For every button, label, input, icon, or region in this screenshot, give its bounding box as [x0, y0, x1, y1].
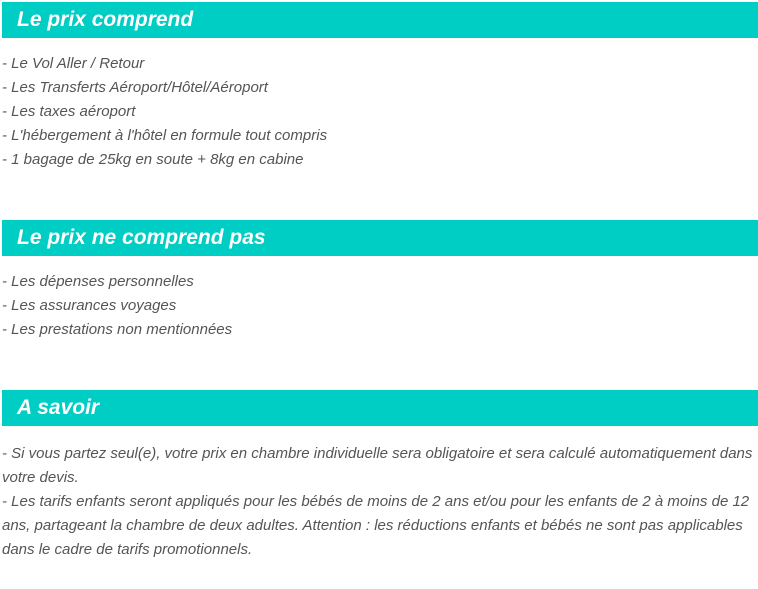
price-excludes-list	[0, 270, 758, 342]
list-item: - Si vous partez seul(e), votre prix en chambre individuelle sera obligatoire et sera calculé automatiquement dans votre devis.	[2, 445, 753, 486]
list-item: - Les Transferts Aéroport/Hôtel/Aéroport	[2, 79, 268, 96]
section-header-price-includes: Le prix comprend	[2, 2, 758, 38]
list-item: - Les assurances voyages	[2, 297, 177, 314]
section-header-price-excludes: Le prix ne comprend pas	[2, 220, 758, 256]
list-item: - Les tarifs enfants seront appliqués pour les bébés de moins de 2 ans et/ou pour les enfants de 2 à moins de 12 ans, partageant la chambre de deux adultes. Attention : les réductions enfants et bébés ne sont pas applicables dans le cadre de tarifs promotionnels.	[2, 493, 750, 558]
list-item: - Les taxes aéroport	[2, 103, 136, 120]
list-item: - L'hébergement à l'hôtel en formule tout compris	[2, 127, 328, 144]
list-item: - Les dépenses personnelles	[2, 273, 194, 290]
section-header-good-to-know: A savoir	[2, 390, 758, 426]
good-to-know-list	[0, 442, 758, 562]
price-includes-list	[0, 52, 758, 172]
list-item: - 1 bagage de 25kg en soute + 8kg en cabine	[2, 151, 304, 168]
list-item: - Les prestations non mentionnées	[2, 321, 233, 338]
price-info-panel	[0, 2, 758, 562]
list-item: - Le Vol Aller / Retour	[2, 55, 145, 72]
